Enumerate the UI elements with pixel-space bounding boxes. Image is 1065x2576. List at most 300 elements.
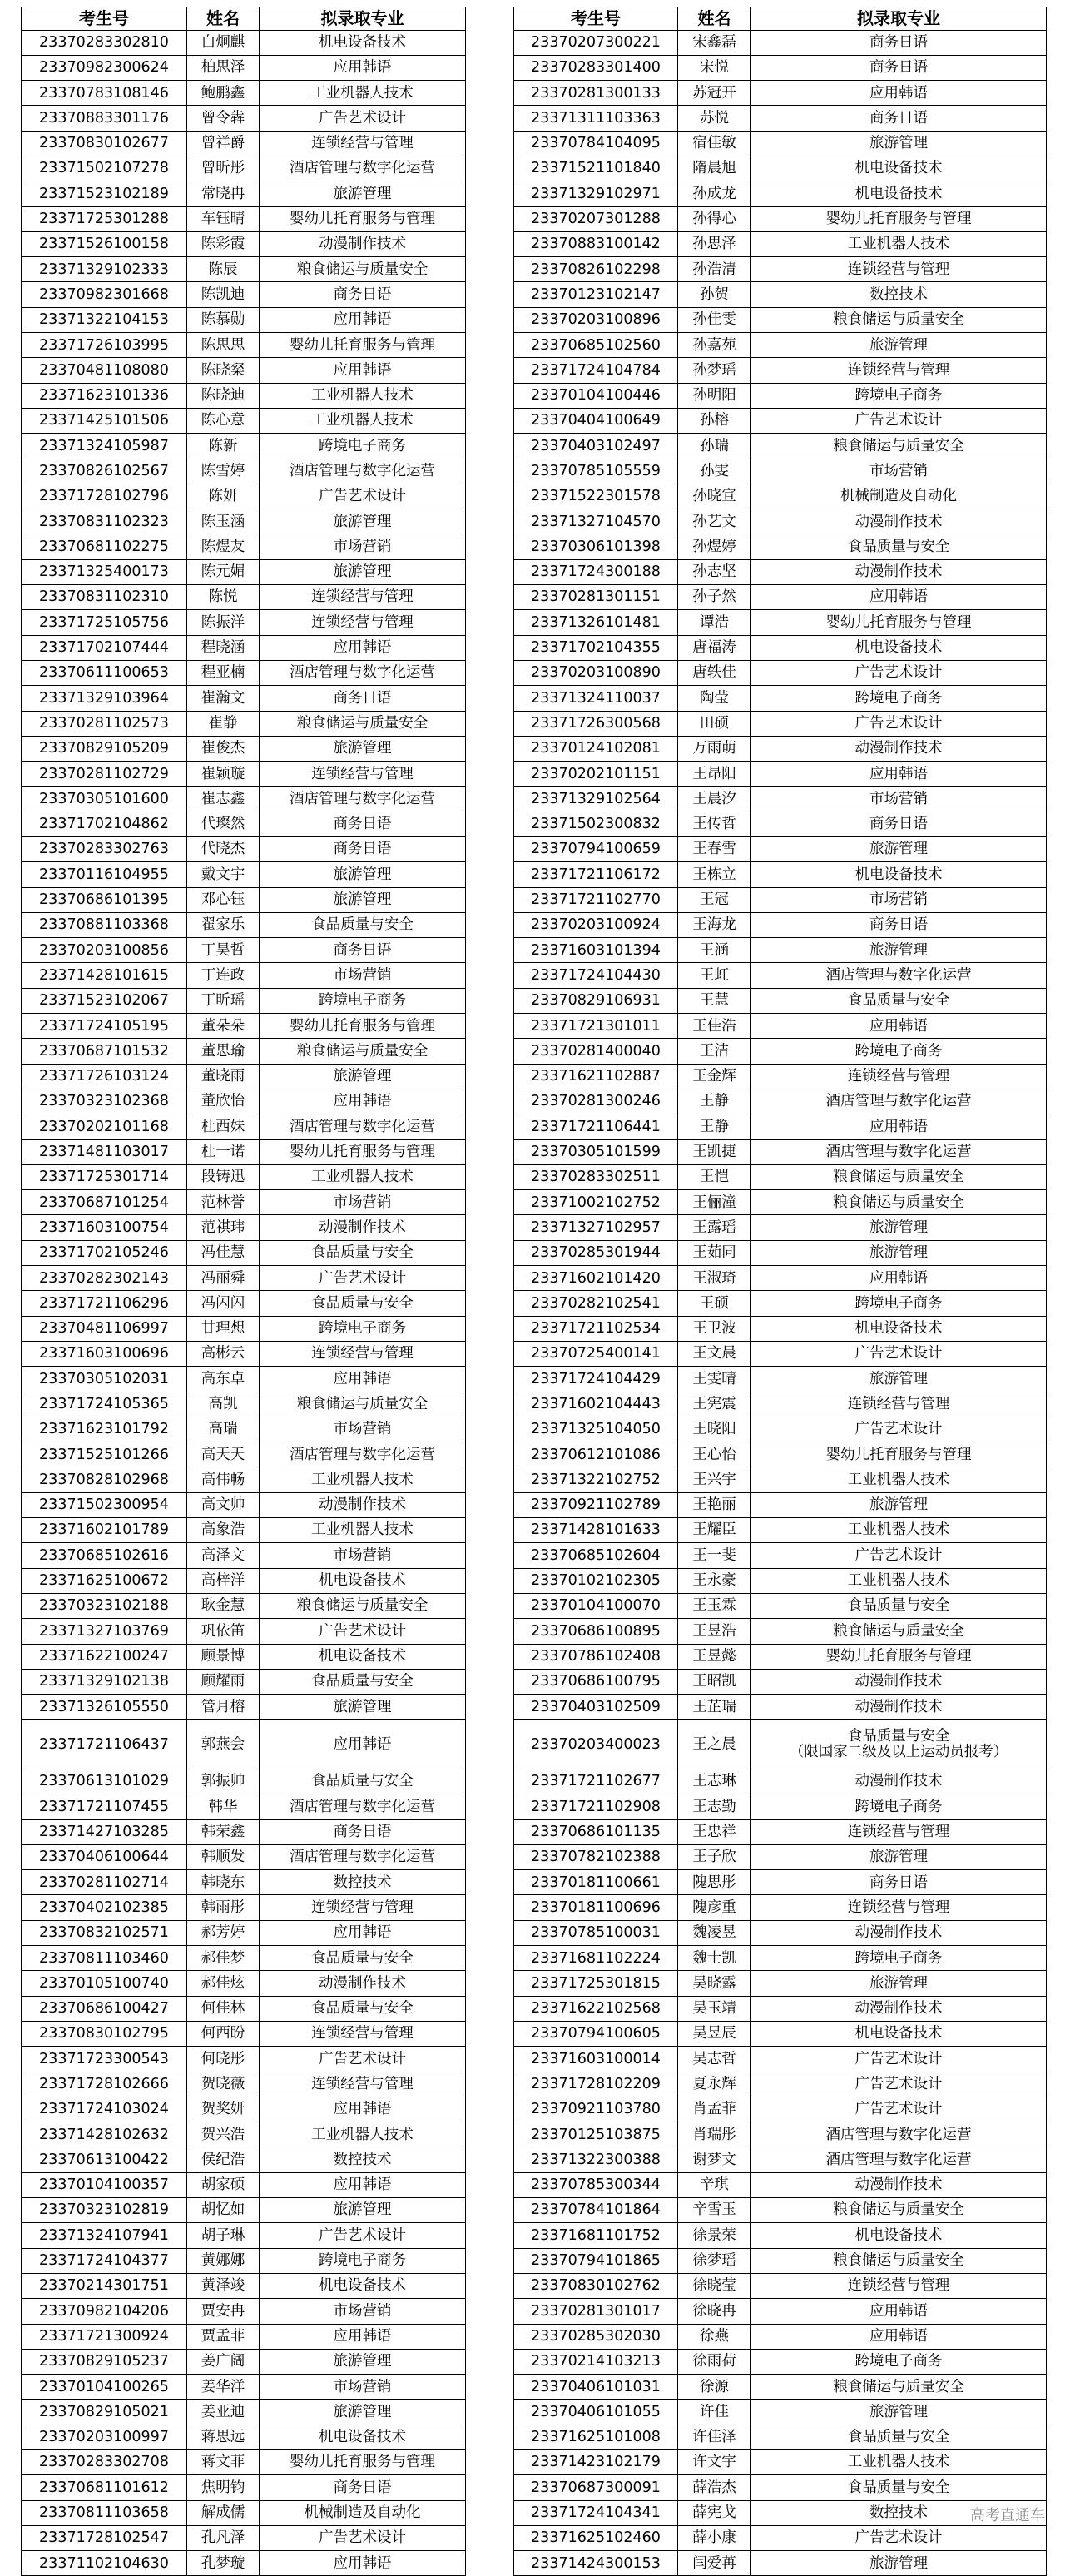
table-row: [22, 1543, 466, 1568]
major-cell: 旅游管理: [260, 1064, 466, 1089]
exam-id-cell: 23370181100661: [514, 1870, 678, 1895]
major-cell: 旅游管理: [260, 862, 466, 887]
exam-id-cell: 23371726103124: [22, 1064, 187, 1089]
exam-id-cell: 23371724105365: [22, 1392, 187, 1417]
exam-id-cell: 23371724104429: [514, 1367, 678, 1392]
student-name-cell: 郝佳梦: [187, 1946, 260, 1971]
exam-id-cell: 23370283302763: [22, 837, 187, 862]
table-row: [22, 1039, 466, 1064]
table-row: [514, 2047, 1047, 2072]
exam-id-cell: 23371425101506: [22, 408, 187, 433]
major-cell: 数控技术: [751, 282, 1047, 307]
student-name-cell: 辛琪: [678, 2172, 751, 2197]
table-row: [22, 2425, 466, 2449]
major-cell: 工业机器人技术: [751, 1467, 1047, 1492]
major-cell: 食品质量与安全: [751, 2475, 1047, 2500]
exam-id-cell: 23370281102729: [22, 762, 187, 787]
table-row: [22, 55, 466, 80]
table-row: [514, 1920, 1047, 1945]
major-cell: 旅游管理: [751, 1240, 1047, 1265]
table-header-row: [22, 7, 466, 31]
student-name-cell: 陈妍: [187, 484, 260, 509]
table-row: [514, 131, 1047, 156]
table-row: [514, 1669, 1047, 1694]
exam-id-cell: 23371721106437: [22, 1720, 187, 1769]
student-name-cell: 王静: [678, 1089, 751, 1114]
table-row: [22, 2172, 466, 2197]
student-name-cell: 孙嘉苑: [678, 333, 751, 358]
table-row: [514, 887, 1047, 912]
table-row: [514, 762, 1047, 787]
exam-id-cell: 23370785105559: [514, 459, 678, 484]
table-row: [514, 2551, 1047, 2576]
exam-id-cell: 23370282302143: [22, 1266, 187, 1291]
table-row: [22, 2047, 466, 2072]
exam-id-cell: 23370281102714: [22, 1870, 187, 1895]
major-cell: 动漫制作技术: [751, 1769, 1047, 1794]
major-cell: 广告艺术设计: [751, 711, 1047, 736]
major-cell: 跨境电子商务: [751, 1039, 1047, 1064]
student-name-cell: 孙浩清: [678, 257, 751, 282]
major-cell: 酒店管理与数字化运营: [260, 660, 466, 685]
student-name-cell: 王雯晴: [678, 1367, 751, 1392]
exam-id-cell: 23370207300221: [514, 30, 678, 55]
student-name-cell: 管月榕: [187, 1695, 260, 1720]
table-row: [514, 408, 1047, 433]
student-name-cell: 薛小康: [678, 2525, 751, 2550]
exam-id-cell: 23371726300568: [514, 711, 678, 736]
table-row: [514, 484, 1047, 509]
student-name-cell: 贺晓薇: [187, 2072, 260, 2097]
table-row: [514, 1392, 1047, 1417]
major-cell: 动漫制作技术: [751, 559, 1047, 584]
major-cell: 跨境电子商务: [751, 1946, 1047, 1971]
student-name-cell: 董晓雨: [187, 1064, 260, 1089]
student-name-cell: 戴文宇: [187, 862, 260, 887]
exam-id-cell: 23371329102333: [22, 257, 187, 282]
student-name-cell: 丁昕瑶: [187, 988, 260, 1013]
exam-id-cell: 23370116104955: [22, 862, 187, 887]
major-cell: 婴幼儿托育服务与管理: [260, 2450, 466, 2475]
table-row: [22, 30, 466, 55]
exam-id-cell: 23371728102209: [514, 2072, 678, 2097]
exam-id-cell: 23370830102762: [514, 2273, 678, 2298]
table-row: [22, 156, 466, 181]
table-row: [514, 1819, 1047, 1844]
student-name-cell: 韩华: [187, 1794, 260, 1819]
exam-id-cell: 23371721106296: [22, 1291, 187, 1316]
table-row: [22, 1669, 466, 1694]
major-cell: 旅游管理: [260, 509, 466, 534]
table-row: [514, 307, 1047, 332]
exam-id-cell: 23370181100696: [514, 1895, 678, 1920]
student-name-cell: 崔瀚文: [187, 686, 260, 711]
exam-id-cell: 23370794100605: [514, 2021, 678, 2046]
table-row: [514, 1316, 1047, 1341]
major-cell: 动漫制作技术: [751, 509, 1047, 534]
table-row: [22, 837, 466, 862]
major-cell: 旅游管理: [260, 2400, 466, 2425]
student-name-cell: 高天天: [187, 1442, 260, 1467]
table-row: [514, 1064, 1047, 1089]
student-name-cell: 薛宪戈: [678, 2500, 751, 2525]
table-row: [22, 1467, 466, 1492]
major-cell: 酒店管理与数字化运营: [751, 963, 1047, 988]
exam-id-cell: 23371329102564: [514, 787, 678, 812]
exam-id-cell: 23371621102887: [514, 1064, 678, 1089]
major-cell: 机电设备技术: [260, 30, 466, 55]
table-row: [514, 1442, 1047, 1467]
major-cell: 广告艺术设计: [260, 106, 466, 131]
exam-id-cell: 23370323102368: [22, 1089, 187, 1114]
table-row: [514, 1895, 1047, 1920]
table-row: [22, 1568, 466, 1593]
admission-table-left: [21, 7, 466, 2576]
major-cell: 食品质量与安全: [751, 2425, 1047, 2449]
major-cell: 酒店管理与数字化运营: [751, 1089, 1047, 1114]
exam-id-cell: 23370203400023: [514, 1720, 678, 1769]
table-row: [22, 2097, 466, 2122]
exam-id-cell: 23371526100158: [22, 231, 187, 256]
exam-id-cell: 23371603101394: [514, 938, 678, 963]
major-cell: 动漫制作技术: [751, 1695, 1047, 1720]
exam-id-cell: 23371481103017: [22, 1139, 187, 1164]
major-cell: 机电设备技术: [751, 862, 1047, 887]
exam-id-cell: 23370104100357: [22, 2172, 187, 2197]
major-cell: 婴幼儿托育服务与管理: [260, 1139, 466, 1164]
student-name-cell: 王露瑶: [678, 1215, 751, 1240]
exam-id-cell: 23370829105237: [22, 2349, 187, 2374]
admission-table-right: [513, 7, 1047, 2576]
table-row: [22, 812, 466, 836]
major-cell: 市场营销: [260, 963, 466, 988]
major-cell: 连锁经营与管理: [260, 585, 466, 610]
student-name-cell: 耿金慧: [187, 1593, 260, 1618]
major-cell: 广告艺术设计: [751, 2047, 1047, 2072]
table-row: [22, 231, 466, 256]
major-cell: 动漫制作技术: [751, 1996, 1047, 2021]
exam-id-cell: 23370830102795: [22, 2021, 187, 2046]
table-row: [514, 2324, 1047, 2349]
table-row: [22, 1644, 466, 1669]
student-name-cell: 陈雪婷: [187, 459, 260, 484]
table-row: [22, 1341, 466, 1366]
exam-id-cell: 23371423102179: [514, 2450, 678, 2475]
major-cell: 粮食储运与质量安全: [260, 1593, 466, 1618]
table-row: [514, 2425, 1047, 2449]
exam-id-cell: 23371322300388: [514, 2147, 678, 2172]
major-cell: 旅游管理: [260, 559, 466, 584]
table-row: [514, 1266, 1047, 1291]
exam-id-cell: 23371428102632: [22, 2122, 187, 2147]
table-row: [22, 2349, 466, 2374]
student-name-cell: 王晓阳: [678, 1417, 751, 1442]
table-row: [22, 1769, 466, 1794]
major-cell: 机电设备技术: [260, 1568, 466, 1593]
table-row: [22, 2400, 466, 2425]
exam-id-cell: 23371324105987: [22, 434, 187, 459]
table-row: [22, 1392, 466, 1417]
major-cell: 连锁经营与管理: [260, 1341, 466, 1366]
exam-id-cell: 23370283302708: [22, 2450, 187, 2475]
exam-id-cell: 23370403102497: [514, 434, 678, 459]
exam-id-cell: 23370686101135: [514, 1819, 678, 1844]
major-cell: 机械制造及自动化: [751, 484, 1047, 509]
table-row: [514, 358, 1047, 383]
exam-id-cell: 23371327102957: [514, 1215, 678, 1240]
exam-id-cell: 23371725105756: [22, 610, 187, 635]
major-cell: 粮食储运与质量安全: [751, 2375, 1047, 2400]
major-cell: 应用韩语: [751, 585, 1047, 610]
exam-id-cell: 23370611100653: [22, 660, 187, 685]
table-row: [22, 1870, 466, 1895]
table-row: [22, 408, 466, 433]
student-name-cell: 王心怡: [678, 1442, 751, 1467]
major-cell: 动漫制作技术: [751, 2172, 1047, 2197]
exam-id-cell: 23370826102567: [22, 459, 187, 484]
student-name-cell: 郝佳炫: [187, 1971, 260, 1996]
exam-id-cell: 23370214103213: [514, 2349, 678, 2374]
table-row: [514, 459, 1047, 484]
major-cell: 应用韩语: [260, 1089, 466, 1114]
table-row: [514, 736, 1047, 761]
exam-id-cell: 23370404100649: [514, 408, 678, 433]
major-cell: 广告艺术设计: [751, 660, 1047, 685]
major-cell: 粮食储运与质量安全: [260, 257, 466, 282]
major-cell: 连锁经营与管理: [751, 2273, 1047, 2298]
table-row: [22, 1316, 466, 1341]
major-cell: 食品质量与安全: [260, 1669, 466, 1694]
major-cell: 机电设备技术: [751, 156, 1047, 181]
exam-id-cell: 23371002102752: [514, 1190, 678, 1215]
table-row: [514, 2248, 1047, 2273]
student-name-cell: 王子欣: [678, 1844, 751, 1869]
major-cell: 应用韩语: [751, 2299, 1047, 2324]
major-cell: 婴幼儿托育服务与管理: [260, 206, 466, 231]
major-cell: 广告艺术设计: [260, 484, 466, 509]
major-cell: 广告艺术设计: [260, 2047, 466, 2072]
table-row: [514, 1946, 1047, 1971]
major-cell: 粮食储运与质量安全: [751, 1619, 1047, 1644]
major-cell: 机电设备技术: [260, 2425, 466, 2449]
exam-id-cell: 23371721106441: [514, 1114, 678, 1139]
student-name-cell: 陈凯迪: [187, 282, 260, 307]
major-cell: 跨境电子商务: [751, 686, 1047, 711]
major-cell: 酒店管理与数字化运营: [260, 787, 466, 812]
table-row: [22, 2324, 466, 2349]
major-cell: 数控技术: [260, 1870, 466, 1895]
major-cell: 旅游管理: [751, 837, 1047, 862]
student-name-cell: 邓心钰: [187, 887, 260, 912]
table-row: [514, 1644, 1047, 1669]
exam-id-cell: 23370202101168: [22, 1114, 187, 1139]
exam-id-cell: 23370285301944: [514, 1240, 678, 1265]
table-row: [514, 1769, 1047, 1794]
exam-id-cell: 23371324107941: [22, 2223, 187, 2248]
table-row: [22, 1593, 466, 1618]
major-cell: 旅游管理: [751, 131, 1047, 156]
student-name-cell: 王艳丽: [678, 1492, 751, 1517]
major-cell: 应用韩语: [260, 1367, 466, 1392]
student-name-cell: 程亚楠: [187, 660, 260, 685]
major-cell: 跨境电子商务: [751, 1291, 1047, 1316]
table-row: [514, 1417, 1047, 1442]
major-cell: 粮食储运与质量安全: [751, 434, 1047, 459]
student-name-cell: 吴昱辰: [678, 2021, 751, 2046]
student-name-cell: 崔俊杰: [187, 736, 260, 761]
exam-id-cell: 23371523102189: [22, 181, 187, 206]
student-name-cell: 徐梦瑶: [678, 2248, 751, 2273]
table-row: [22, 1215, 466, 1240]
major-cell: 跨境电子商务: [260, 434, 466, 459]
exam-id-cell: 23370306101398: [514, 534, 678, 559]
table-row: [514, 534, 1047, 559]
table-row: [514, 585, 1047, 610]
major-cell: 广告艺术设计: [751, 2072, 1047, 2097]
student-name-cell: 陈新: [187, 434, 260, 459]
exam-id-cell: 23370687101532: [22, 1039, 187, 1064]
major-cell: 广告艺术设计: [260, 1266, 466, 1291]
exam-id-cell: 23370283302810: [22, 30, 187, 55]
student-name-cell: 孔凡泽: [187, 2525, 260, 2550]
table-row: [514, 2198, 1047, 2223]
exam-id-cell: 23371625101008: [514, 2425, 678, 2449]
exam-id-cell: 23370282102541: [514, 1291, 678, 1316]
major-cell: 市场营销: [260, 1417, 466, 1442]
student-name-cell: 丁昊哲: [187, 938, 260, 963]
student-name-cell: 蒋思远: [187, 2425, 260, 2449]
student-name-cell: 陈心意: [187, 408, 260, 433]
student-name-cell: 许佳泽: [678, 2425, 751, 2449]
student-name-cell: 胡子琳: [187, 2223, 260, 2248]
table-row: [22, 1844, 466, 1869]
major-cell: 动漫制作技术: [260, 231, 466, 256]
student-name-cell: 孙明阳: [678, 383, 751, 408]
exam-id-cell: 23370481106997: [22, 1316, 187, 1341]
table-row: [22, 1819, 466, 1844]
student-name-cell: 胡忆如: [187, 2198, 260, 2223]
table-row: [514, 434, 1047, 459]
table-row: [22, 988, 466, 1013]
student-name-cell: 谢梦文: [678, 2147, 751, 2172]
major-cell: 连锁经营与管理: [260, 1895, 466, 1920]
exam-id-cell: 23371725301714: [22, 1164, 187, 1189]
student-name-cell: 隗彦重: [678, 1895, 751, 1920]
major-cell: 连锁经营与管理: [751, 257, 1047, 282]
major-cell: 广告艺术设计: [260, 1619, 466, 1644]
exam-id-cell: 23370881103368: [22, 912, 187, 937]
student-name-cell: 徐景荣: [678, 2223, 751, 2248]
student-name-cell: 吴晓露: [678, 1971, 751, 1996]
student-name-cell: 王涵: [678, 938, 751, 963]
exam-id-cell: 23371702107444: [22, 635, 187, 660]
student-name-cell: 郝芳婷: [187, 1920, 260, 1945]
student-name-cell: 王静: [678, 1114, 751, 1139]
major-cell: 应用韩语: [260, 1720, 466, 1769]
student-name-cell: 孙雯: [678, 459, 751, 484]
student-name-cell: 孙子然: [678, 585, 751, 610]
exam-id-cell: 23371724104784: [514, 358, 678, 383]
exam-id-cell: 23371525101266: [22, 1442, 187, 1467]
exam-id-cell: 23370829105209: [22, 736, 187, 761]
table-row: [22, 736, 466, 761]
exam-id-cell: 23370214301751: [22, 2273, 187, 2298]
header-exam-id: 考生号: [22, 7, 187, 31]
table-row: [22, 686, 466, 711]
exam-id-cell: 23370281301017: [514, 2299, 678, 2324]
student-name-cell: 徐燕: [678, 2324, 751, 2349]
exam-id-cell: 23371428101633: [514, 1518, 678, 1543]
exam-id-cell: 23370831102323: [22, 509, 187, 534]
table-row: [22, 1518, 466, 1543]
student-name-cell: 许文宇: [678, 2450, 751, 2475]
student-name-cell: 王玉霖: [678, 1593, 751, 1618]
student-name-cell: 孙煜婷: [678, 534, 751, 559]
exam-id-cell: 23370686101395: [22, 887, 187, 912]
major-cell: 粮食储运与质量安全: [751, 2198, 1047, 2223]
table-row: [22, 2072, 466, 2097]
student-name-cell: 王凯捷: [678, 1139, 751, 1164]
exam-id-cell: 23370104100070: [514, 1593, 678, 1618]
student-name-cell: 曾令犇: [187, 106, 260, 131]
major-cell: 广告艺术设计: [260, 2525, 466, 2550]
table-row: [22, 459, 466, 484]
table-row: [22, 1367, 466, 1392]
exam-id-cell: 23371502107278: [22, 156, 187, 181]
table-row: [22, 81, 466, 106]
major-cell: 数控技术: [751, 2500, 1047, 2525]
major-cell: 动漫制作技术: [260, 1492, 466, 1517]
exam-id-cell: 23371724105195: [22, 1014, 187, 1039]
table-row: [514, 1114, 1047, 1139]
student-name-cell: 冯闪闪: [187, 1291, 260, 1316]
table-row: [22, 257, 466, 282]
student-name-cell: 王昱浩: [678, 1619, 751, 1644]
student-name-cell: 韩雨彤: [187, 1895, 260, 1920]
major-cell: 商务日语: [260, 1819, 466, 1844]
major-cell: 连锁经营与管理: [751, 1819, 1047, 1844]
major-cell: 应用韩语: [751, 1014, 1047, 1039]
exam-id-cell: 23370305101599: [514, 1139, 678, 1164]
table-row: [514, 1971, 1047, 1996]
major-cell: 商务日语: [751, 106, 1047, 131]
major-cell: 机电设备技术: [751, 635, 1047, 660]
major-cell: 旅游管理: [751, 1971, 1047, 1996]
exam-id-cell: 23370921102789: [514, 1492, 678, 1517]
student-name-cell: 翟家乐: [187, 912, 260, 937]
exam-id-cell: 23370785100031: [514, 1920, 678, 1945]
exam-id-cell: 23370982104206: [22, 2299, 187, 2324]
table-row: [514, 2172, 1047, 2197]
student-name-cell: 王昱懿: [678, 1644, 751, 1669]
table-row: [22, 2021, 466, 2046]
major-cell: 旅游管理: [260, 1695, 466, 1720]
student-name-cell: 王栋立: [678, 862, 751, 887]
exam-id-cell: 23370829106931: [514, 988, 678, 1013]
exam-id-cell: 23370687101254: [22, 1190, 187, 1215]
major-cell: 跨境电子商务: [260, 1316, 466, 1341]
major-cell: 机械制造及自动化: [260, 2500, 466, 2525]
major-cell: 食品质量与安全: [751, 988, 1047, 1013]
major-cell: 工业机器人技术: [260, 408, 466, 433]
major-cell: 连锁经营与管理: [260, 131, 466, 156]
major-cell: 连锁经营与管理: [751, 1392, 1047, 1417]
major-cell: 工业机器人技术: [751, 1568, 1047, 1593]
major-cell: 婴幼儿托育服务与管理: [751, 206, 1047, 231]
table-row: [514, 333, 1047, 358]
table-row: [514, 1089, 1047, 1114]
table-row: [514, 1794, 1047, 1819]
